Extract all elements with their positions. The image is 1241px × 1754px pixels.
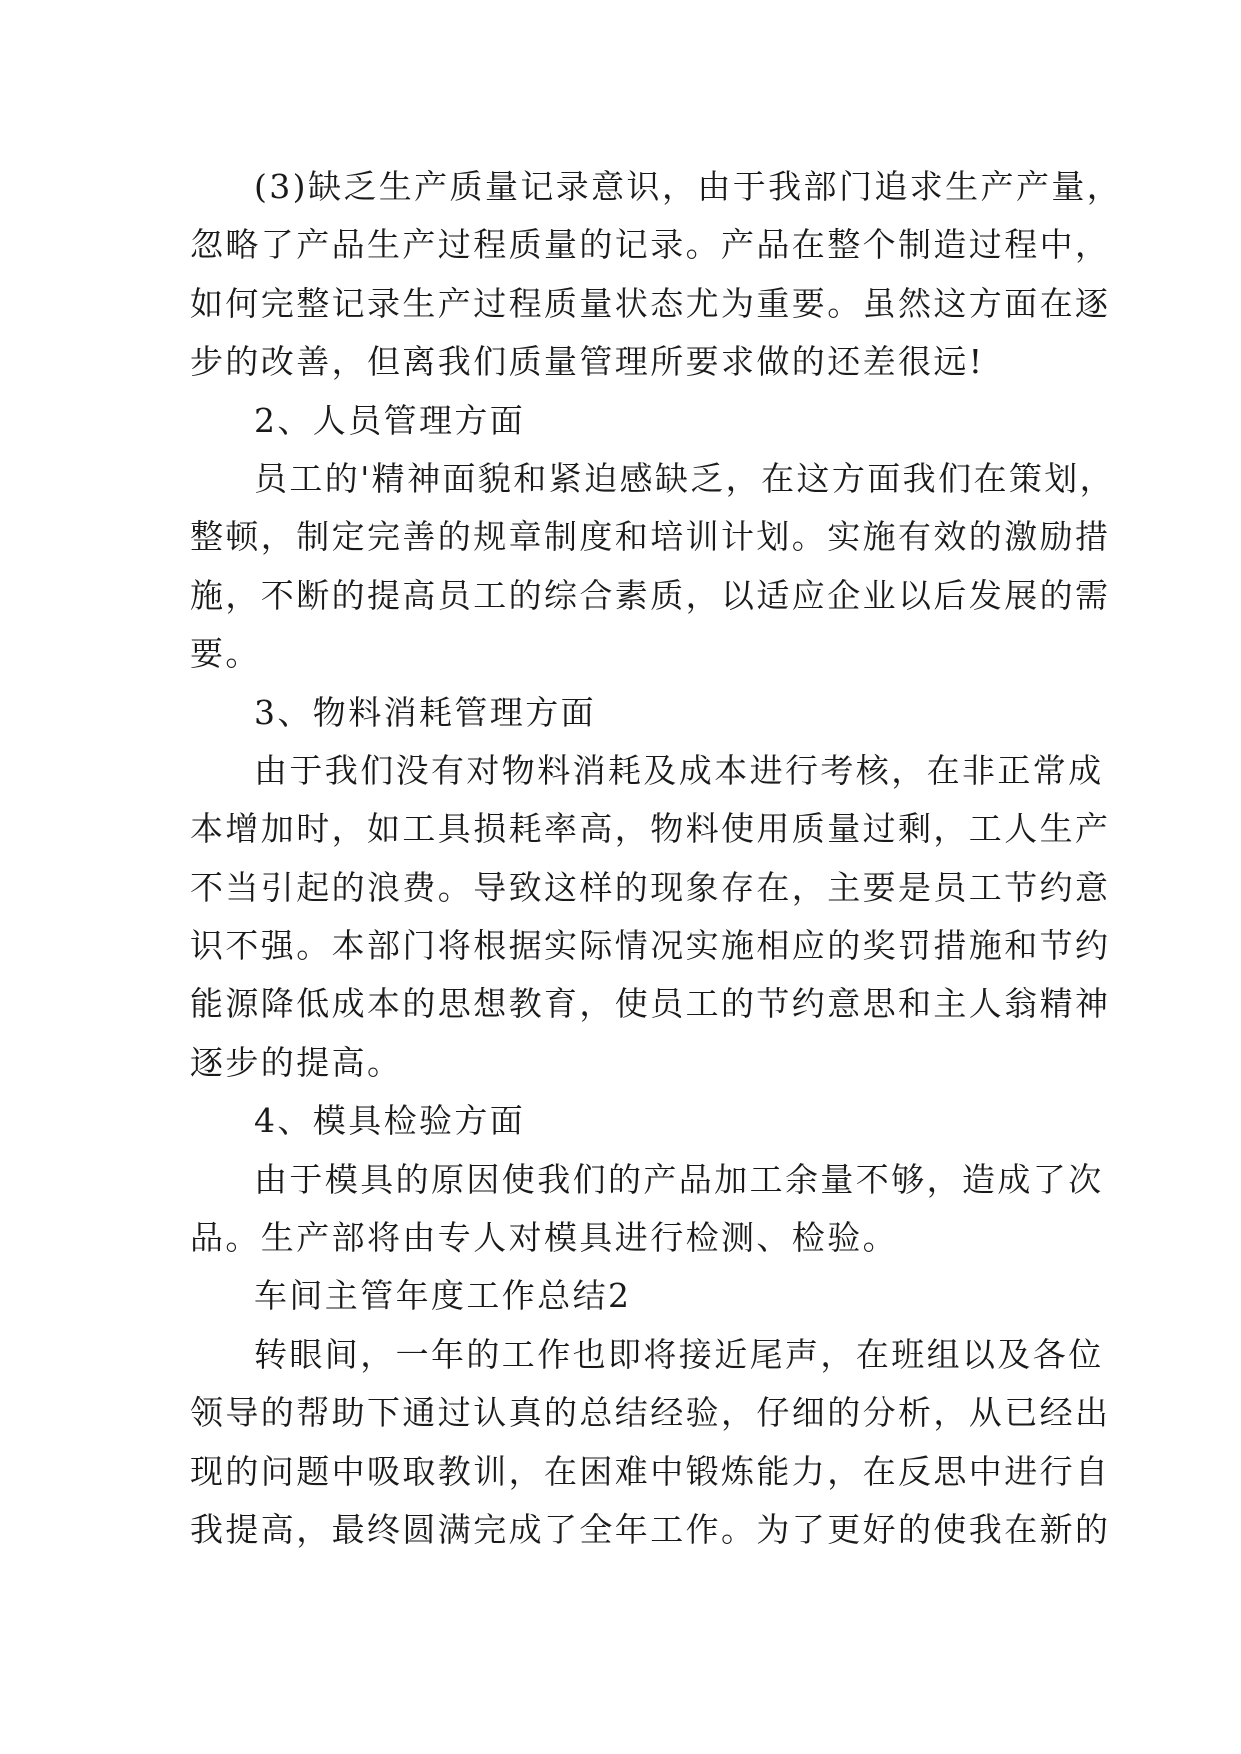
text-line: 领导的帮助下通过认真的总结经验，仔细的分析，从已经出 xyxy=(190,1393,1111,1433)
section-heading: 4、模具检验方面 xyxy=(254,1101,526,1141)
text-line: 如何完整记录生产过程质量状态尤为重要。虽然这方面在逐 xyxy=(190,283,1111,323)
text-line: 转眼间，一年的工作也即将接近尾声，在班组以及各位 xyxy=(254,1334,1104,1374)
text-line: 员工的'精神面貌和紧迫感缺乏，在这方面我们在策划， xyxy=(254,458,1116,498)
text-line: 识不强。本部门将根据实际情况实施相应的奖罚措施和节约 xyxy=(190,926,1111,966)
text-line: 我提高，最终圆满完成了全年工作。为了更好的使我在新的 xyxy=(190,1509,1111,1549)
text-line: 能源降低成本的思想教育，使员工的节约意思和主人翁精神 xyxy=(190,984,1111,1024)
document-title: 车间主管年度工作总结2 xyxy=(254,1276,632,1316)
section-heading: 3、物料消耗管理方面 xyxy=(254,692,596,732)
text-line: 忽略了产品生产过程质量的记录。产品在整个制造过程中， xyxy=(190,225,1111,265)
text-line: 步的改善，但离我们质量管理所要求做的还差很远! xyxy=(190,342,985,382)
text-line: 逐步的提高。 xyxy=(190,1042,403,1082)
text-line: (3)缺乏生产质量记录意识，由于我部门追求生产产量， xyxy=(254,167,1123,206)
text-line: 要。 xyxy=(190,634,261,674)
text-line: 现的问题中吸取教训，在困难中锻炼能力，在反思中进行自 xyxy=(190,1451,1111,1491)
text-line: 由于我们没有对物料消耗及成本进行考核，在非正常成 xyxy=(254,750,1104,790)
text-line: 整顿，制定完善的规章制度和培训计划。实施有效的激励措 xyxy=(190,517,1111,557)
document-body xyxy=(190,158,1123,1559)
text-line: 品。生产部将由专人对模具进行检测、检验。 xyxy=(190,1218,898,1258)
text-line: 施，不断的提高员工的综合素质，以适应企业以后发展的需 xyxy=(190,575,1111,615)
text-line: 本增加时，如工具损耗率高，物料使用质量过剩，工人生产 xyxy=(190,809,1111,849)
section-heading: 2、人员管理方面 xyxy=(254,400,526,440)
text-line: 由于模具的原因使我们的产品加工余量不够，造成了次 xyxy=(254,1159,1104,1199)
text-line: 不当引起的浪费。导致这样的现象存在，主要是员工节约意 xyxy=(190,867,1111,907)
